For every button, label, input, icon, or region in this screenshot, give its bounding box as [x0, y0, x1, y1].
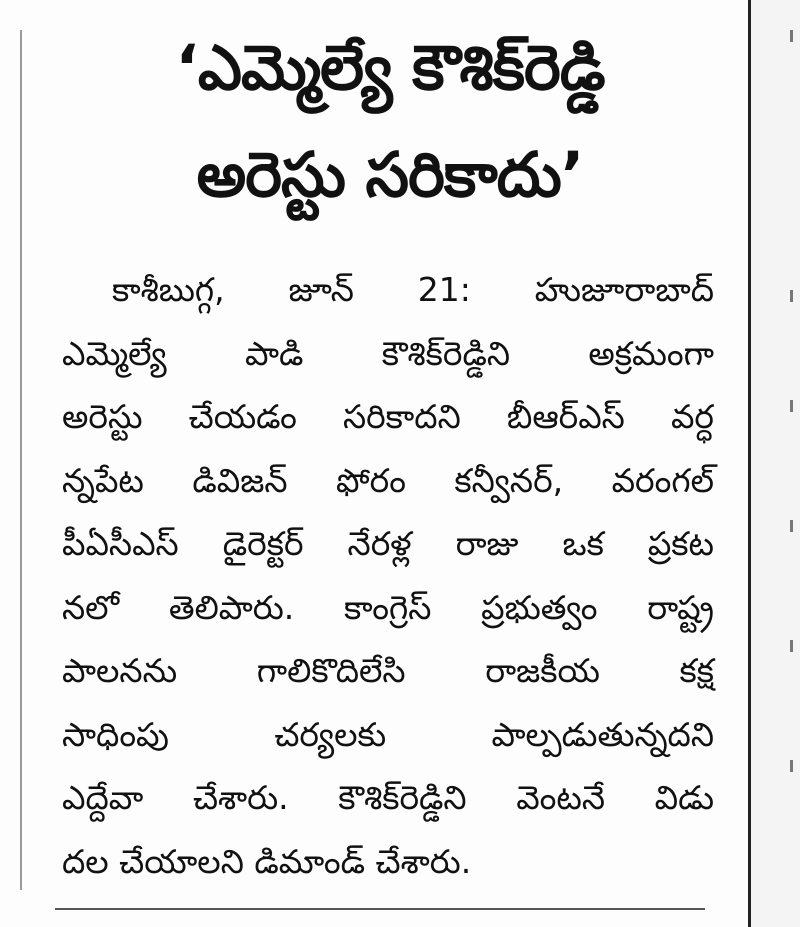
strip-mark	[790, 520, 793, 532]
body-line: నలో తెలిపారు. కాంగ్రెస్ ప్రభుత్వం రాష్ట్ర	[62, 587, 714, 627]
article-body	[62, 258, 714, 893]
column-rule-bottom	[55, 908, 705, 910]
strip-mark	[790, 640, 793, 652]
body-line: న్నపేట డివిజన్ ఫోరం కన్వీనర్, వరంగల్	[62, 460, 714, 500]
body-line: కాశీబుగ్గ, జూన్ 21: హుజూరాబాద్	[112, 270, 714, 309]
column-rule-right	[748, 0, 751, 927]
strip-mark	[790, 290, 793, 302]
body-line: ఎమ్మెల్యే పాడి కౌశిక్‌రెడ్డిని అక్రమంగా	[62, 333, 714, 373]
body-line: పాలనను గాలికొదిలేసి రాజకీయ కక్ష	[62, 651, 714, 690]
adjacent-column-strip	[751, 0, 800, 927]
body-line: పీఏసీఎస్ డైరెక్టర్ నేరళ్ల రాజు ఒక ప్రకట	[62, 524, 714, 563]
body-line: అరెస్టు చేయడం సరికాదని బీఆర్ఎస్ వర్ధ	[62, 397, 714, 436]
strip-mark	[790, 760, 793, 772]
body-line: దల చేయాలని డిమాండ్ చేశారు.	[62, 841, 472, 881]
body-line: ఎద్దేవా చేశారు. కౌశిక్‌రెడ్డిని వెంటనే విడు	[62, 778, 714, 817]
headline-line-1: ‘ఎమ్మెల్యే కౌశిక్‌రెడ్డి	[175, 31, 605, 104]
body-line: సాధింపు చర్యలకు పాల్పడుతున్నదని	[62, 714, 714, 754]
headline-line-2: అరెస్టు సరికాదు’	[196, 138, 584, 211]
column-rule-left	[20, 30, 22, 890]
strip-mark	[790, 30, 793, 42]
strip-mark	[790, 400, 793, 412]
